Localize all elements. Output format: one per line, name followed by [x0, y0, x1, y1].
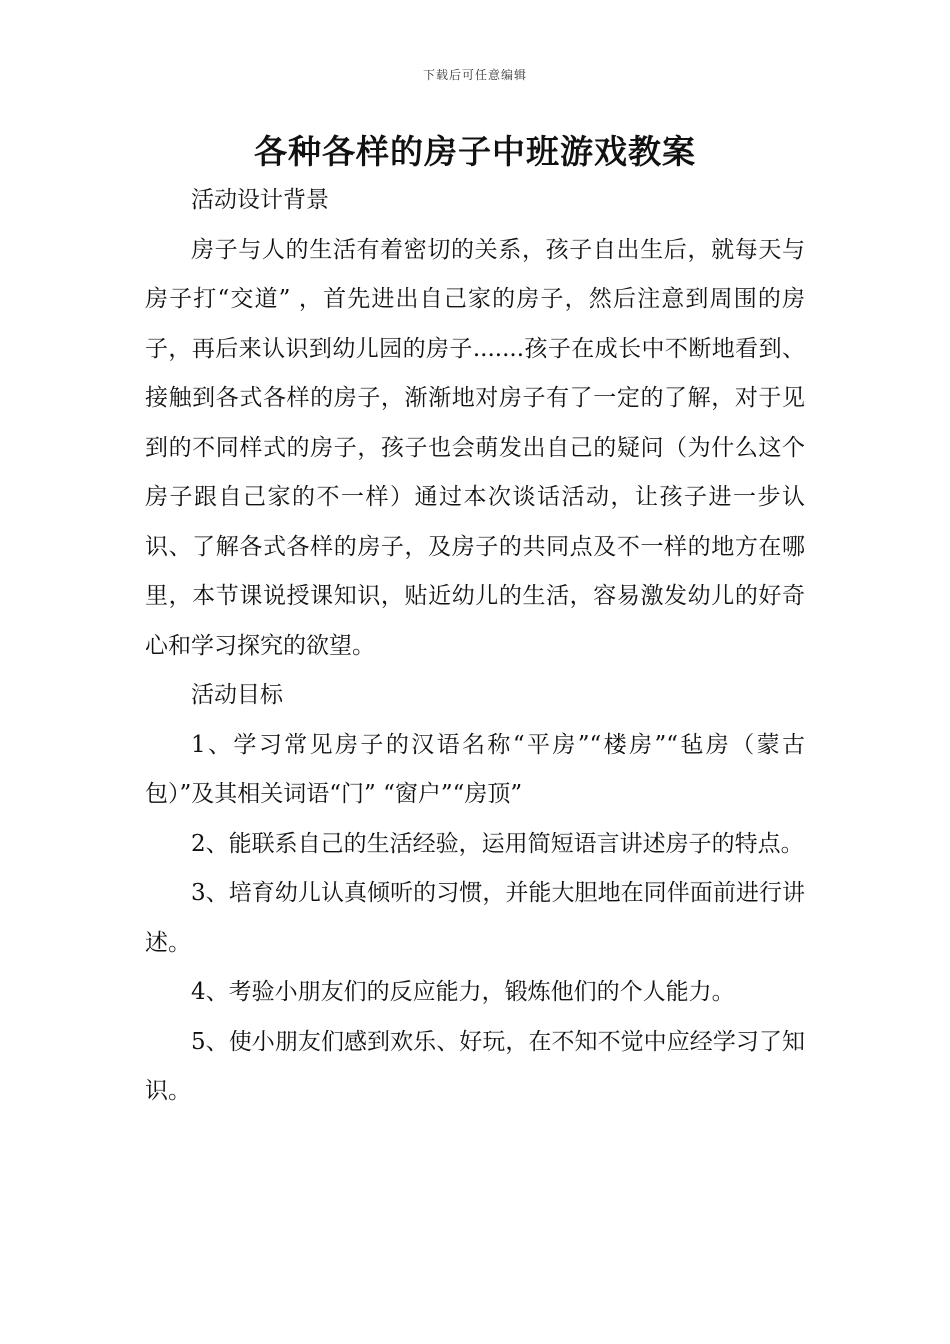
goal-item-4: 4、考验小朋友们的反应能力，锻炼他们的个人能力。: [191, 979, 735, 1005]
section-heading-goals: 活动目标: [191, 682, 283, 708]
section-heading-background: 活动设计背景: [191, 187, 329, 213]
goal-item-2: 2、能联系自己的生活经验，运用简短语言讲述房子的特点。: [191, 830, 804, 857]
goal-item-5: 5、使小朋友们感到欢乐、好玩，在不知不觉中应经学习了知识。: [145, 1028, 805, 1104]
document-body: [145, 176, 805, 1117]
background-paragraph: 房子与人的生活有着密切的关系，孩子自出生后，就每天与房子打“交道” ，首先进出自己家的房子，然后注意到周围的房子，再后来认识到幼儿园的房子.......孩子在成长中不断地看到、接触到各式各样的房子，渐渐地对房子有了一定的了解，对于见到的不同样式的房子，孩子也会萌发出自己的疑问（为什么这个房子跟自己家的不一样）通过本次谈话活动，让孩子进一步认识、了解各式各样的房子，及房子的共同点及不一样的地方在哪里，本节课说授课知识，贴近幼儿的生活，容易激发幼儿的好奇心和学习探究的欲望。: [145, 236, 805, 659]
goal-item-3: 3、培育幼儿认真倾听的习惯，并能大胆地在同伴面前进行讲述。: [145, 880, 805, 956]
header-note: 下载后可任意编辑: [422, 68, 527, 82]
document-title: 各种各样的房子中班游戏教案: [254, 132, 696, 171]
goal-item-1: 1、学习常见房子的汉语名称“平房”“楼房”“毡房（蒙古包）”及其相关词语“门” “窗户”“房顶”: [145, 731, 805, 807]
